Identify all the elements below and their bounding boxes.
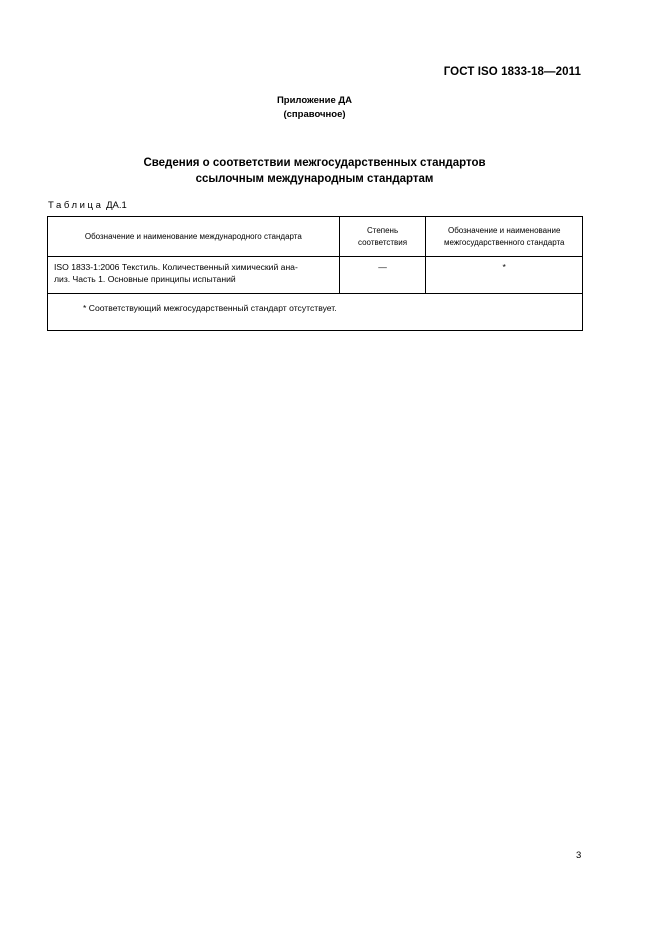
standard-line-2: лиз. Часть 1. Основные принципы испытаний [54,273,236,284]
appendix-title: Приложение ДА [276,95,353,106]
cell-interstate-standard: * [426,257,583,294]
table-footnote-row [48,294,583,331]
header-interstate-line-2: межгосударственного стандарта [443,237,565,247]
header-interstate-standard [426,217,583,257]
document-code: ГОСТ ISO 1833-18—2011 [443,66,581,78]
cell-degree-of-conformity: — [339,257,426,294]
section-title-line-2: ссылочным международным стандартам [195,173,434,185]
table-caption-label: Таблица [48,200,104,211]
section-title-line-1: Сведения о соответствии межгосударственных стандартов [143,157,486,169]
table-caption [48,200,127,211]
table-header-row [48,217,583,257]
page-number: 3 [576,850,582,861]
conformity-table [47,216,583,331]
cell-international-standard [48,257,340,294]
table-caption-number: ДА.1 [103,200,127,211]
header-degree-of-conformity [339,217,426,257]
standard-line-1: ISO 1833-1:2006 Текстиль. Количественный химический ана- [54,262,298,272]
table-row [48,257,583,294]
header-degree-line-2: соответствия [358,237,408,247]
table-footnote: * Соответствующий межгосударственный стандарт отсутствует. [48,294,583,331]
header-degree-line-1: Степень [366,225,399,235]
appendix-subtitle: (справочное) [283,109,346,120]
section-title [0,155,629,187]
header-interstate-line-1: Обозначение и наименование [447,225,561,235]
header-international-standard: Обозначение и наименование международного стандарта [48,217,340,257]
appendix-heading [0,94,629,122]
